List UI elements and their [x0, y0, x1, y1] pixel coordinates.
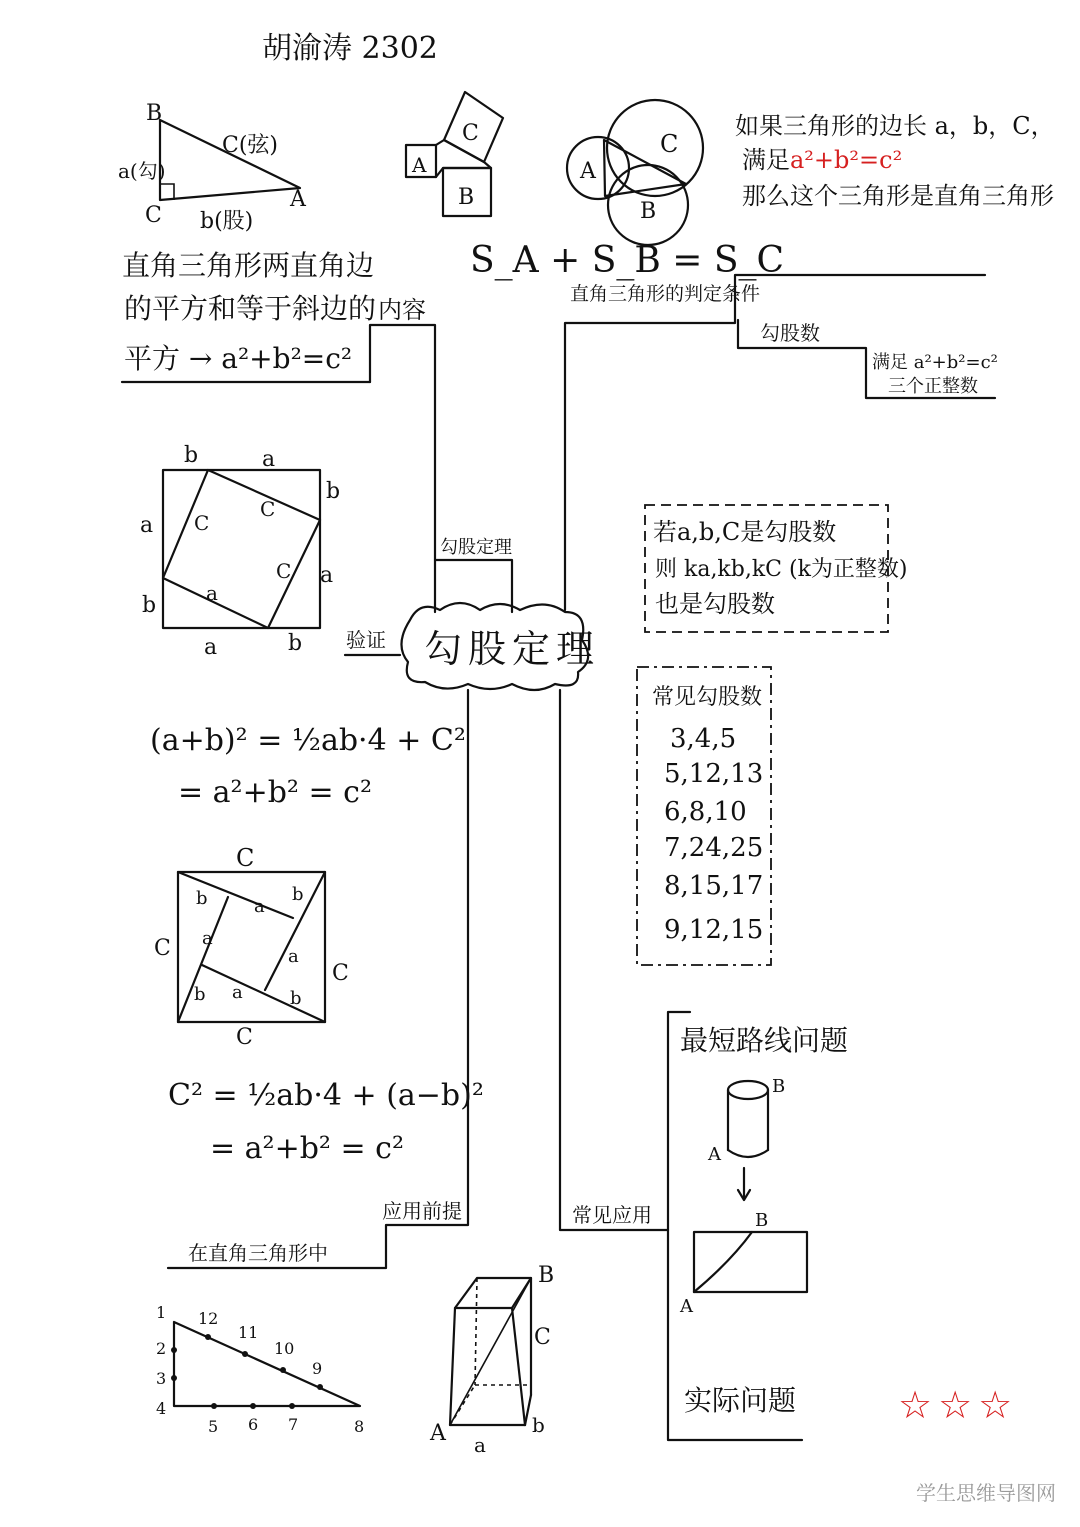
circle-a — [567, 137, 629, 199]
rope-n2: 2 — [156, 1339, 167, 1358]
common-item-4: 7,24,25 — [664, 833, 764, 863]
proof1-top-a: a — [262, 447, 276, 472]
proof1-inner-square — [163, 470, 320, 628]
rope-n6: 6 — [248, 1415, 259, 1434]
cuboid-top — [455, 1278, 531, 1308]
cuboid-vertex-b: B — [538, 1263, 555, 1288]
converse-line-2-formula: a²+b²=c² — [790, 146, 903, 174]
watermark: 学生思维导图网 — [916, 1481, 1056, 1505]
area-formula: S_A + S_B = S_C — [470, 240, 785, 281]
proof2-a3: a — [288, 946, 299, 967]
converse-statement — [735, 112, 1055, 210]
proof1-bottom-b: b — [288, 631, 303, 656]
proof2-line-3 — [202, 965, 325, 1022]
square-c-label: C — [462, 121, 479, 146]
unrolled-rectangle-figure — [679, 1210, 807, 1317]
cuboid-bottom-b: b — [532, 1413, 545, 1437]
proof1-c1: C — [194, 511, 210, 535]
circles-on-sides-figure — [567, 100, 703, 245]
proof1-figure — [140, 443, 340, 660]
branch-criterion-label: 直角三角形的判定条件 — [570, 283, 761, 305]
proof2-equation-2: = a²+b² = c² — [210, 1131, 404, 1166]
triangle-side-c: C(弦) — [222, 133, 278, 158]
practical-problem: 实际问题 — [684, 1384, 797, 1417]
author-signature: 胡渝涛 2302 — [262, 31, 438, 66]
triangle-vertex-c: C — [145, 203, 162, 228]
triangle-vertex-a: A — [290, 187, 306, 212]
content-line-2: 的平方和等于斜边的 — [124, 292, 377, 325]
common-item-6: 9,12,15 — [664, 915, 764, 945]
center-title: 勾股定理 — [424, 627, 601, 671]
triangle-side-a: a(勾) — [118, 159, 166, 183]
proof2-a2: a — [202, 928, 213, 949]
triangle-vertex-b: B — [146, 101, 163, 126]
branch-theorem-label: 勾股定理 — [440, 537, 512, 558]
square-a-label: A — [412, 153, 427, 177]
proof1-c2: C — [260, 497, 276, 521]
triangle-side-b: b(股) — [200, 209, 254, 234]
cylinder-b: B — [772, 1076, 786, 1097]
rect-a: A — [680, 1296, 693, 1317]
proof2-figure — [154, 844, 349, 1050]
rope-n11: 11 — [238, 1323, 259, 1342]
shortest-title: 最短路线问题 — [680, 1024, 849, 1057]
proof2-bottom: C — [236, 1025, 253, 1050]
proof1-c4: a — [206, 581, 218, 605]
proof2-a1: a — [254, 896, 265, 917]
common-item-5: 8,15,17 — [664, 871, 764, 901]
proof2-b4: b — [290, 988, 302, 1009]
circle-a-label: A — [580, 159, 596, 184]
proof1-right-a: a — [320, 563, 334, 588]
proof2-left: C — [154, 936, 171, 961]
content-connector — [370, 325, 435, 612]
cylinder-figure — [707, 1076, 785, 1200]
proof1-equation-2: = a²+b² = c² — [178, 775, 372, 810]
rect-b: B — [755, 1210, 769, 1231]
square-b-label: B — [458, 185, 475, 210]
content-text-block — [122, 249, 376, 382]
proof1-bottom-a: a — [204, 635, 218, 660]
pythag-number-label: 勾股数 — [760, 321, 820, 345]
triangle-outline — [160, 120, 300, 200]
converse-line-2-prefix: 满足 — [742, 146, 790, 174]
branch-content-label: 内容 — [378, 296, 426, 324]
multiples-line-2: 则 ka,kb,kC (k为正整数) — [655, 557, 908, 582]
proof1-c3: C — [276, 559, 292, 583]
proof2-b1: b — [196, 888, 208, 909]
common-item-2: 5,12,13 — [664, 759, 764, 789]
rope-n3: 3 — [156, 1369, 167, 1388]
rope-n9: 9 — [312, 1359, 323, 1378]
rope-n10: 10 — [274, 1339, 295, 1358]
multiples-line-1: 若a,b,C是勾股数 — [653, 518, 837, 546]
squares-on-sides-figure — [406, 92, 503, 216]
cuboid-bottom-a: a — [474, 1433, 486, 1457]
rope-triangle-figure — [156, 1303, 364, 1436]
proof1-equation-1: (a+b)² = ½ab·4 + C² — [150, 723, 466, 758]
rope-n7: 7 — [288, 1415, 299, 1434]
common-item-3: 6,8,10 — [664, 797, 747, 827]
proof2-equation-1: C² = ½ab·4 + (a−b)² — [168, 1078, 484, 1113]
proof2-right: C — [332, 961, 349, 986]
cuboid-figure — [429, 1263, 554, 1457]
right-angle-mark — [160, 184, 174, 200]
multiples-line-3: 也是勾股数 — [655, 590, 775, 618]
proof1-outer-square — [163, 470, 320, 628]
rope-triangle-outline — [174, 1322, 360, 1406]
tree-lines — [168, 275, 995, 1440]
common-item-1: 3,4,5 — [670, 724, 737, 754]
circle-b-label: B — [640, 199, 657, 224]
cuboid-side-c: C — [534, 1325, 551, 1350]
proof1-top-b: b — [184, 443, 199, 468]
common-box-title: 常见勾股数 — [652, 685, 763, 710]
content-line-1: 直角三角形两直角边 — [122, 249, 375, 282]
proof1-left-a: a — [140, 513, 154, 538]
proof2-b2: b — [292, 884, 304, 905]
cylinder-a: A — [708, 1144, 721, 1165]
premise-text: 在直角三角形中 — [188, 1241, 328, 1265]
rope-n12: 12 — [198, 1309, 219, 1328]
rope-n8: 8 — [354, 1417, 365, 1436]
branch-proof-label: 验证 — [346, 628, 386, 652]
pythag-number-def-1: 满足 a²+b²=c² — [872, 352, 998, 373]
converse-line-1: 如果三角形的边长 a，b，C， — [735, 112, 1055, 140]
proof1-right-b: b — [326, 479, 341, 504]
pythag-number-def-2: 三个正整数 — [888, 376, 978, 397]
applications-connector — [560, 690, 668, 1230]
converse-line-3: 那么这个三角形是直角三角形 — [742, 182, 1054, 210]
rope-n4: 4 — [156, 1399, 167, 1418]
branch-premise-label: 应用前提 — [382, 1199, 462, 1223]
right-triangle-figure — [118, 101, 307, 234]
proof2-top: C — [236, 844, 255, 872]
content-line-3: 平方 → a²+b²=c² — [124, 342, 353, 375]
rope-n1: 1 — [156, 1303, 167, 1322]
proof1-left-b: b — [142, 593, 157, 618]
center-cloud — [401, 603, 600, 690]
rope-n5: 5 — [208, 1417, 219, 1436]
proof2-a4: a — [232, 982, 243, 1003]
cuboid-vertex-a: A — [430, 1421, 446, 1446]
circle-c-label: C — [660, 130, 679, 158]
proof2-b3: b — [194, 984, 206, 1005]
red-stars: ☆☆☆ — [898, 1383, 1019, 1427]
branch-applications-label: 常见应用 — [572, 1203, 652, 1227]
